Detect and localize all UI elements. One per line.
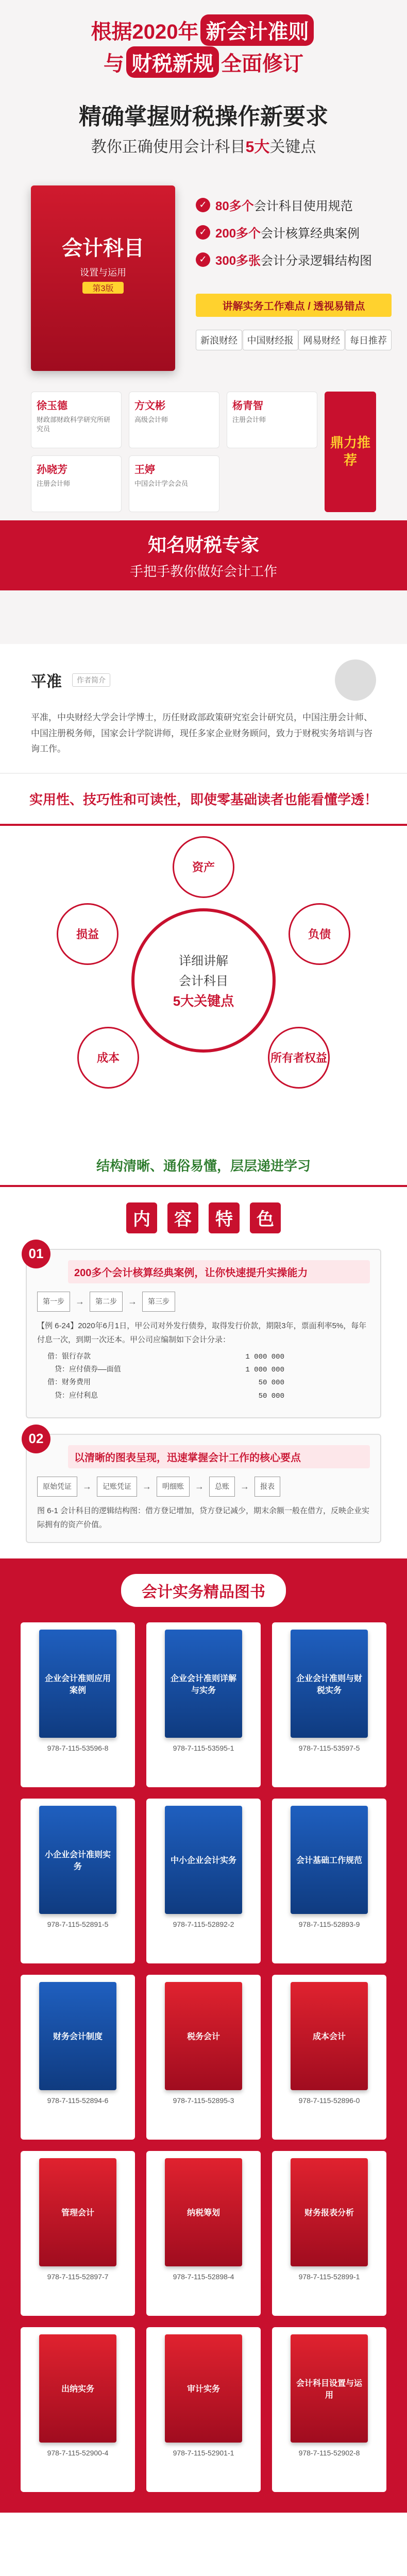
author-card (31, 392, 122, 448)
flow-chart (37, 1292, 370, 1312)
book-isbn: 978-7-115-53596-8 (47, 1743, 109, 1752)
books-title (21, 1574, 386, 1607)
book-cover-thumb[interactable]: 企业会计准则详解与实务 (165, 1630, 242, 1738)
feature-list (196, 196, 392, 278)
author-desc: 财政部财政科学研究所研究员 (37, 416, 111, 433)
ledger-account: 借：财务费用 (47, 1379, 91, 1387)
diagram-node-profit: 损益 (57, 903, 118, 965)
book-cover-thumb[interactable]: 成本会计 (291, 1982, 368, 2090)
sample-card-1 (26, 1246, 381, 1418)
flow-step: 第一步 (37, 1292, 70, 1312)
author-name: 方文彬 (134, 400, 165, 412)
book-isbn: 978-7-115-52899-1 (298, 2272, 360, 2281)
intro-text: 平准，中央财经大学会计学博士，历任财政部政策研究室会计研究员，中国注册会计师、中国注册税务师，国家会计学院讲师，现任多家企业财务顾问，致力于财税实务培训与咨询工作。 (31, 713, 372, 754)
hero-title-post-2: 全面修订 (221, 53, 303, 75)
book-card[interactable] (146, 1975, 261, 2140)
diagram-center-line-1: 详细讲解 (179, 954, 228, 969)
flow-step: 原始凭证 (37, 1477, 77, 1497)
sample-number: 01 (22, 1240, 50, 1268)
feature-highlight: 300多张 (215, 254, 261, 268)
flow-step: 报表 (255, 1477, 280, 1497)
diagram-center-line-3: 5大关键点 (173, 993, 234, 1009)
author-desc: 高级会计师 (134, 416, 168, 423)
section-title-chars (126, 1202, 281, 1233)
feature-row (196, 250, 392, 268)
hero-title-line-2 (0, 46, 407, 78)
content-features-title (0, 1187, 407, 1249)
intro-tag: 作者简介 (72, 673, 110, 687)
book-cover-thumb[interactable]: 会计基础工作规范 (291, 1806, 368, 1914)
sample-body (37, 1292, 370, 1403)
book-cover-thumb[interactable]: 纳税筹划 (165, 2158, 242, 2266)
book-cover-thumb[interactable]: 中小企业会计实务 (165, 1806, 242, 1914)
author-card (227, 392, 317, 448)
book-isbn: 978-7-115-52893-9 (298, 1920, 360, 1928)
ledger-amount: 50 000 (258, 1392, 284, 1400)
title-char: 特 (209, 1202, 240, 1233)
book-cover-thumb[interactable]: 出纳实务 (39, 2334, 116, 2443)
feature-highlight: 200多个 (215, 227, 261, 241)
avatar (335, 659, 376, 701)
publisher-logo: 新浪财经 (196, 330, 242, 350)
hero-title-pre: 根据 (91, 21, 132, 43)
book-card[interactable] (21, 1622, 135, 1787)
sample-heading: 200多个会计核算经典案例，让你快速提升实操能力 (68, 1260, 370, 1283)
ledger-account: 贷：应付利息 (47, 1392, 98, 1400)
book-cover-thumb[interactable]: 财务报表分析 (291, 2158, 368, 2266)
book-isbn: 978-7-115-52896-0 (298, 2096, 360, 2105)
hero-pill-tax: 财税新规 (126, 46, 219, 78)
check-icon: ✓ (196, 225, 210, 240)
book-cover-thumb[interactable]: 会计科目设置与运用 (291, 2334, 368, 2443)
hero-title-pre-2: 与 (104, 53, 124, 75)
hero-section (0, 0, 407, 644)
expert-line-1: 知名财税专家 (147, 534, 259, 555)
sample-text: 图 6-1 会计科目的逻辑结构图：借方登记增加，贷方登记减少，期末余额一般在借方，反映企业实际拥有的资产价值。 (37, 1506, 370, 1529)
book-card[interactable] (146, 2327, 261, 2492)
book-card[interactable] (272, 2151, 386, 2316)
sample-heading: 以清晰的图表呈现，迅速掌握会计工作的核心要点 (68, 1445, 370, 1468)
check-icon: ✓ (196, 198, 210, 212)
publisher-logo: 每日推荐 (345, 330, 392, 350)
ledger-amount: 1 000 000 (245, 1352, 284, 1361)
book-cover-thumb[interactable]: 税务会计 (165, 1982, 242, 2090)
diagram-center-line-2: 会计科目 (179, 974, 228, 989)
books-section (0, 1558, 407, 2513)
flow-step: 明细账 (157, 1477, 190, 1497)
book-subtitle: 设置与运用 (80, 267, 126, 278)
feature-text: 会计核算经典案例 (261, 227, 360, 241)
arrow-right-icon: → (240, 1481, 249, 1492)
hero-subtitle: 精确掌握财税操作新要求 (79, 104, 328, 129)
hero-title-line-1 (0, 14, 407, 46)
author-desc: 注册会计师 (232, 416, 266, 423)
book-isbn: 978-7-115-53595-1 (173, 1743, 234, 1752)
ledger-row (47, 1351, 284, 1364)
author-name: 徐玉德 (37, 400, 67, 412)
key-points-diagram (0, 826, 407, 1145)
intro-head (31, 659, 376, 701)
author-card (129, 455, 219, 512)
book-card[interactable] (21, 2151, 135, 2316)
book-card[interactable] (21, 1799, 135, 1963)
feature-text: 会计科目使用规范 (253, 199, 353, 213)
author-desc: 注册会计师 (37, 480, 71, 487)
feature-badge: 讲解实务工作难点 / 透视易错点 (196, 294, 392, 317)
book-cover-thumb[interactable]: 企业会计准则应用案例 (39, 1630, 116, 1738)
book-card[interactable] (21, 2327, 135, 2492)
ledger-row (47, 1377, 284, 1389)
hero-sub2-red: 5大 (245, 139, 270, 156)
flow-chart (37, 1477, 370, 1497)
author-desc: 中国会计学会会员 (134, 480, 189, 487)
book-isbn: 978-7-115-52892-2 (173, 1920, 234, 1928)
ledger-amount: 50 000 (258, 1379, 284, 1387)
diagram-center (131, 908, 276, 1053)
hero-sub2-pre: 教你正确使用会计科目 (91, 139, 246, 156)
sample-text: 【例 6-24】2020年6月1日，甲公司对外发行债券，取得发行价款，期限3年，票面利率5%，每年付息一次，到期一次还本。甲公司应编制如下会计分录： (37, 1321, 367, 1344)
book-cover-thumb[interactable]: 审计实务 (165, 2334, 242, 2443)
book-isbn: 978-7-115-52897-7 (47, 2272, 109, 2281)
arrow-right-icon: → (195, 1481, 204, 1492)
ledger-amount: 1 000 000 (245, 1366, 284, 1375)
arrow-right-icon: → (82, 1481, 92, 1492)
ledger-account: 借：银行存款 (47, 1352, 91, 1361)
author-name: 杨青智 (232, 400, 263, 412)
sample-number: 02 (22, 1425, 50, 1453)
book-isbn: 978-7-115-53597-5 (298, 1743, 360, 1752)
arrow-right-icon: → (142, 1481, 151, 1492)
author-card (129, 392, 219, 448)
ledger-row (47, 1364, 284, 1377)
feature-row (196, 223, 392, 241)
flow-step: 第二步 (90, 1292, 123, 1312)
books-grid (21, 1622, 386, 2492)
author-name: 孙晓芳 (37, 464, 67, 476)
hero-sub2-post: 关键点 (269, 139, 316, 156)
author-intro (0, 644, 407, 774)
book-isbn: 978-7-115-52901-1 (173, 2448, 234, 2457)
intro-name: 平准 (31, 673, 62, 690)
book-card[interactable] (146, 1799, 261, 1963)
publisher-logo: 中国财经报 (243, 330, 298, 350)
hero-pill-standard: 新会计准则 (200, 14, 314, 46)
book-card[interactable] (272, 1622, 386, 1787)
sample-card-2 (26, 1431, 381, 1543)
expert-banner (0, 520, 407, 590)
arrow-right-icon: → (128, 1296, 137, 1307)
author-grid (31, 392, 376, 512)
hero-title-year: 2020年 (132, 21, 199, 43)
publisher-logos (196, 330, 392, 350)
flow-step: 总账 (209, 1477, 235, 1497)
ledger-entries (47, 1351, 370, 1403)
feature-row (196, 196, 392, 214)
diagram-node-asset: 资产 (173, 836, 234, 898)
author-name: 王婷 (134, 464, 155, 476)
book-edition: 第3版 (82, 282, 124, 294)
book-isbn: 978-7-115-52898-4 (173, 2272, 234, 2281)
book-isbn: 978-7-115-52902-8 (298, 2448, 360, 2457)
book-isbn: 978-7-115-52891-5 (47, 1920, 109, 1928)
book-card[interactable] (272, 1799, 386, 1963)
sample-body (37, 1477, 370, 1532)
slogan-practicality: 实用性、技巧性和可读性，即使零基础读者也能看懂学透！ (0, 774, 407, 826)
feature-text: 会计分录逻辑结构图 (261, 254, 372, 268)
book-isbn: 978-7-115-52894-6 (47, 2096, 109, 2105)
book-isbn: 978-7-115-52895-3 (173, 2096, 234, 2105)
book-title: 会计科目 (62, 237, 144, 260)
flow-step: 记账凭证 (97, 1477, 137, 1497)
book-card[interactable] (21, 1975, 135, 2140)
book-cover (31, 185, 175, 371)
slogan-structure: 结构清晰、通俗易懂，层层递进学习 (0, 1145, 407, 1187)
book-card[interactable] (272, 1975, 386, 2140)
flow-step: 第三步 (142, 1292, 175, 1312)
title-char: 色 (250, 1202, 281, 1233)
ledger-account: 贷：应付债券——面值 (47, 1366, 121, 1375)
recommend-badge: 鼎力推荐 (325, 392, 376, 512)
author-card (31, 455, 122, 512)
diagram-node-equity: 所有者权益 (268, 1027, 330, 1089)
publisher-logo: 网易财经 (298, 330, 345, 350)
expert-line-2: 手把手教你做好会计工作 (129, 564, 277, 579)
book-card[interactable] (146, 1622, 261, 1787)
book-cover-thumb[interactable]: 财务会计制度 (39, 1982, 116, 2090)
book-card[interactable] (272, 2327, 386, 2492)
diagram-node-cost: 成本 (77, 1027, 139, 1089)
diagram-node-liability: 负债 (289, 903, 350, 965)
book-cover-thumb[interactable]: 企业会计准则与财税实务 (291, 1630, 368, 1738)
title-char: 内 (126, 1202, 157, 1233)
book-card[interactable] (146, 2151, 261, 2316)
books-title-text: 会计实务精品图书 (121, 1574, 286, 1607)
book-cover-thumb[interactable]: 小企业会计准则实务 (39, 1806, 116, 1914)
feature-highlight: 80多个 (215, 199, 254, 213)
title-char: 容 (167, 1202, 198, 1233)
ledger-row (47, 1390, 284, 1403)
hero-subtitle-2 (0, 134, 407, 157)
arrow-right-icon: → (75, 1296, 84, 1307)
check-icon: ✓ (196, 252, 210, 267)
book-isbn: 978-7-115-52900-4 (47, 2448, 109, 2457)
book-cover-thumb[interactable]: 管理会计 (39, 2158, 116, 2266)
